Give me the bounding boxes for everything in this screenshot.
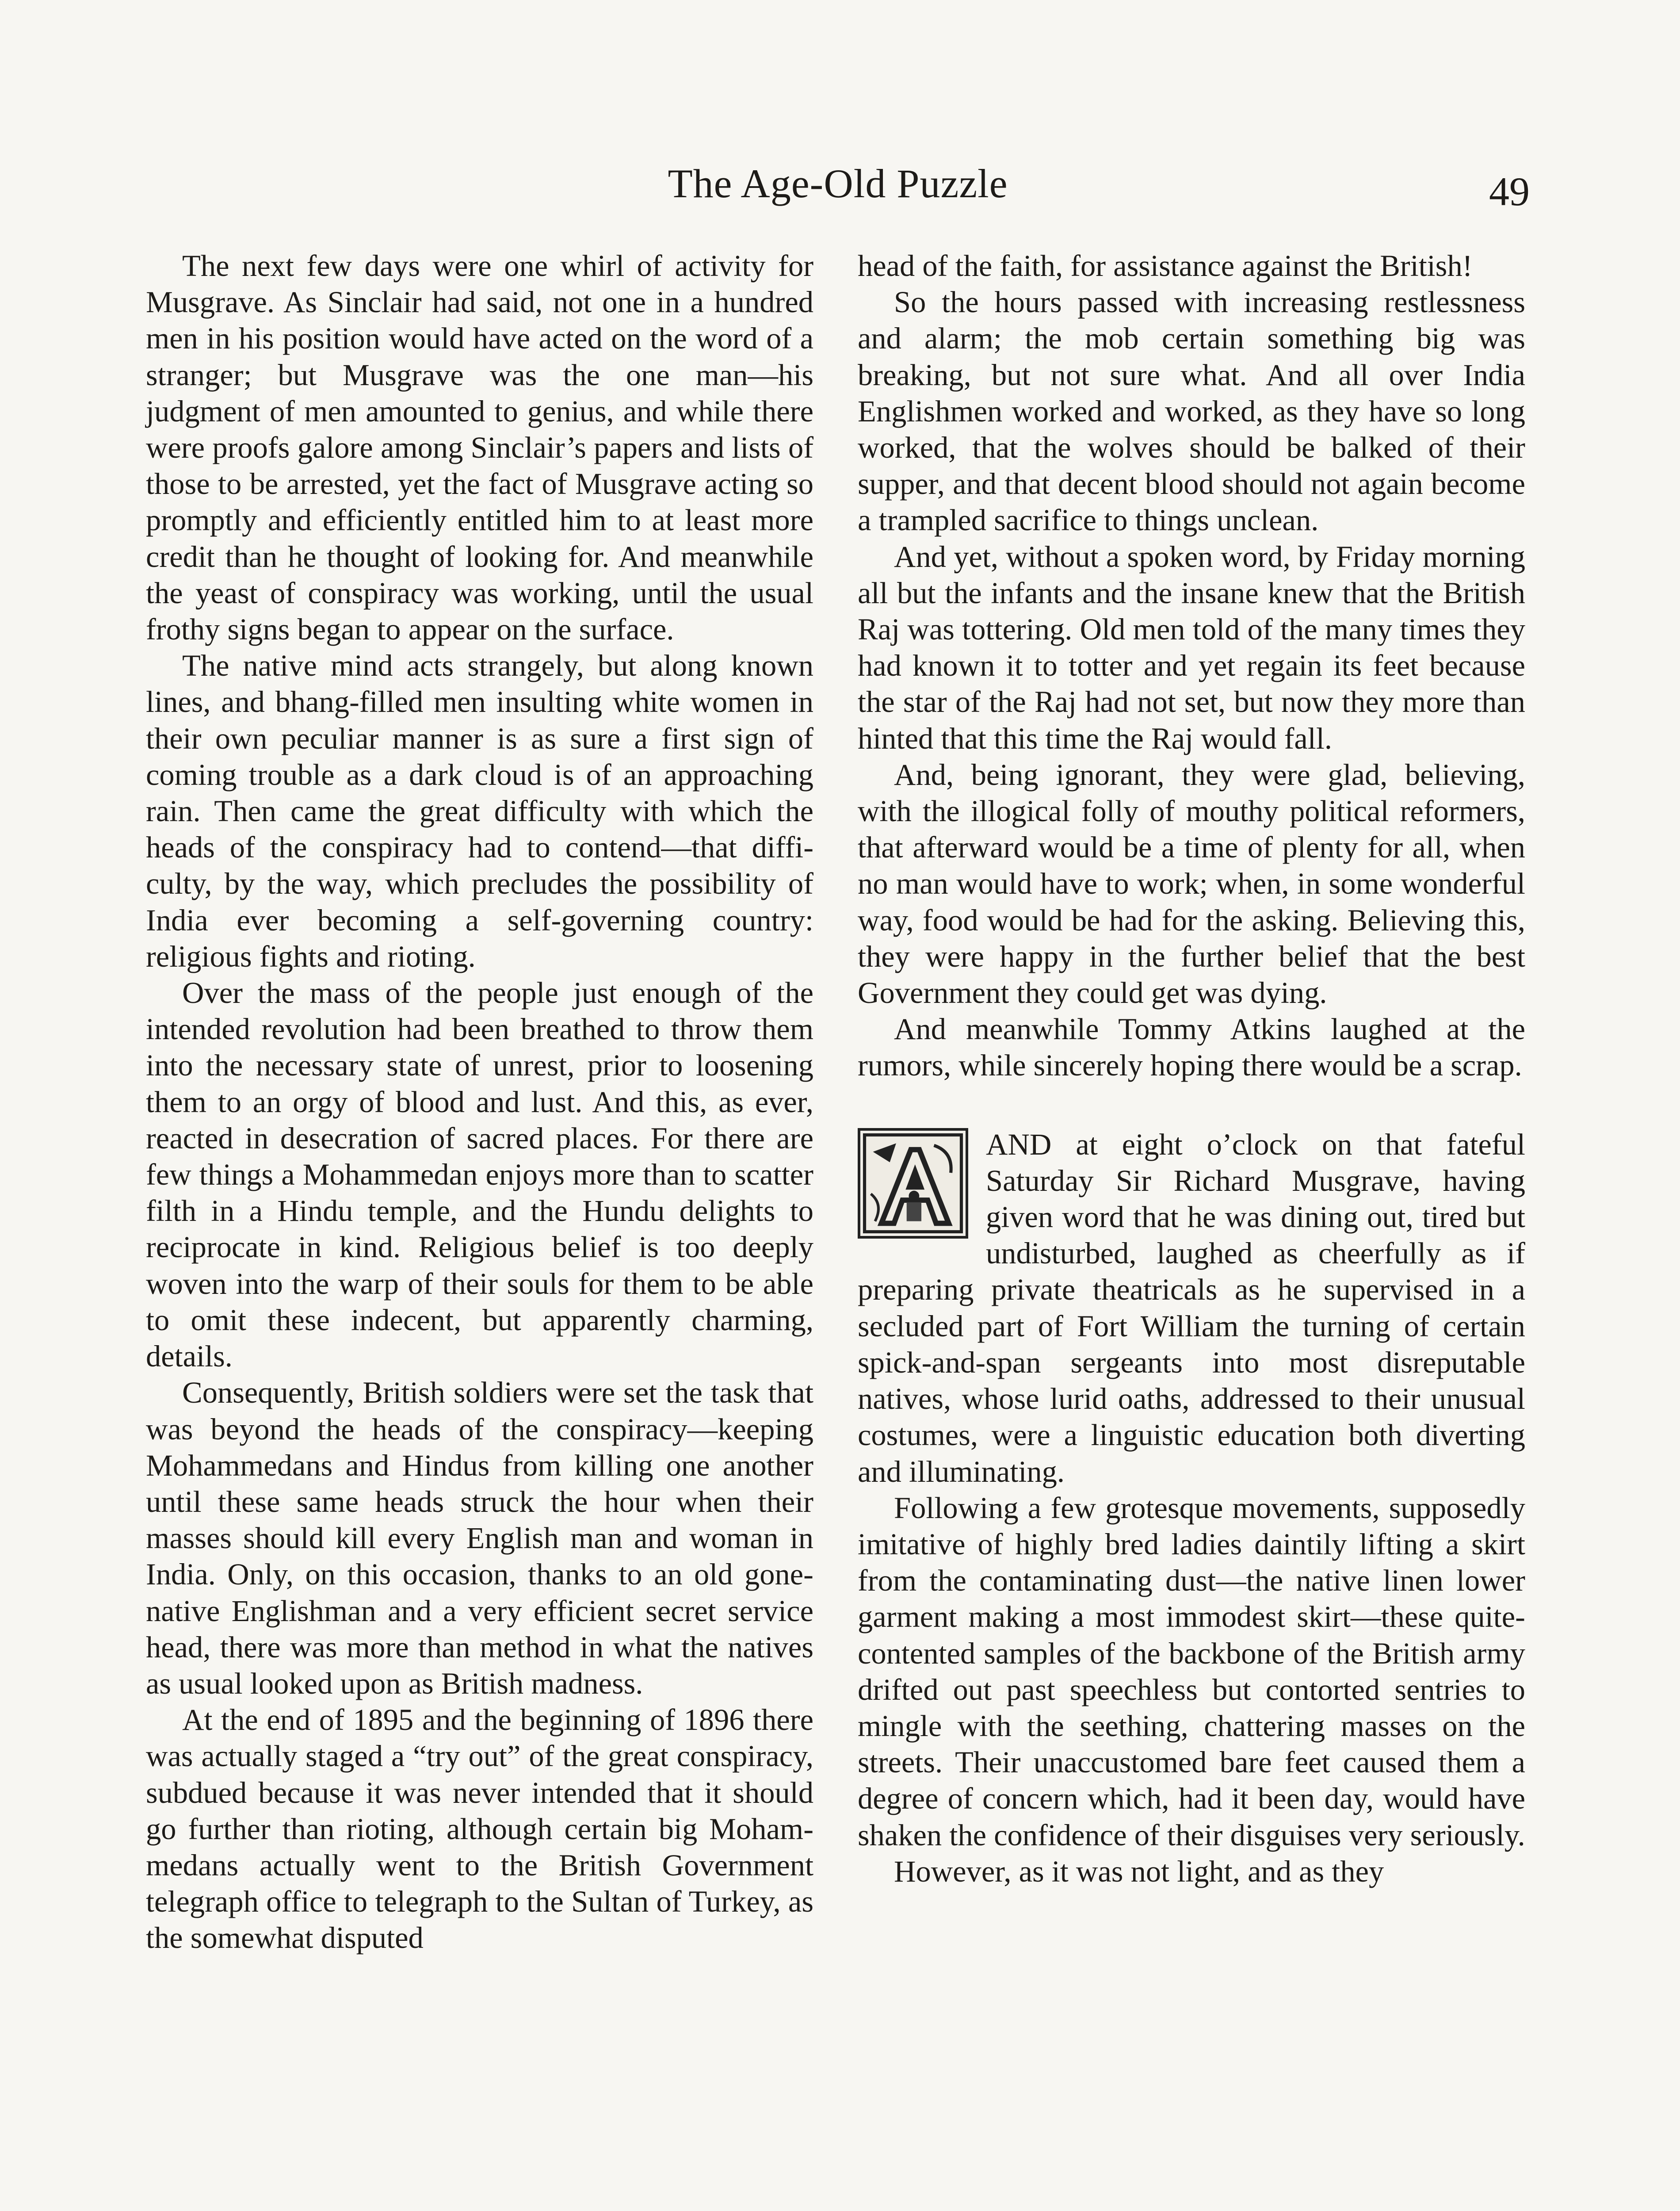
paragraph-continuation: head of the faith, for assistance against the British! bbox=[858, 249, 1473, 283]
page-number: 49 bbox=[1489, 169, 1530, 214]
ornamental-initial-icon bbox=[858, 1128, 968, 1239]
running-head bbox=[146, 159, 1530, 212]
paragraph: Over the mass of the people just enough of the intended revolution had been breathed to throw them into the necessary state of unrest, prior to loosening them to an orgy of blood and lust. And this, as ever, reacted in desecration of sacred places. For there are few things a Mohammedan enjoys more than to scatter filth in a Hindu temple, and the Hundu delights to reciprocate in kind. Religious belief is too deeply woven into the warp of their souls for them to be able to omit these indecent, but apparently charming, details. bbox=[146, 976, 813, 1373]
dropcap-paragraph-text: ND at eight o’clock on that fateful Saturday Sir Richard Musgrave, having given word that he was dining out, tired but undisturbed, laughed as cheerfully as if preparing private theatricals as he supervised in a secluded part of Fort William the turning of certain spick-and-span sergeants into most disreputable natives, whose lurid oaths, addressed to their unusual costumes, were a linguistic education both diverting and illuminating. bbox=[858, 1127, 1525, 1488]
paragraph: And, being ignorant, they were glad, believing, with the illogical folly of mouthy political reformers, that afterward would be a time of plenty for all, when no man would have to work; when, in some wonderful way, food would be had for the asking. Believing this, they were happy in the further belief that the best Government they could get was dying. bbox=[858, 757, 1525, 1010]
right-column bbox=[858, 248, 1525, 1890]
paragraph: Consequently, British soldiers were set the task that was beyond the heads of the conspiracy—keeping Mohammedans and Hindus from killing one another until these same heads struck the hour when their masses should kill every English man and woman in India. Only, on this occasion, thanks to an old gone-native Englishman and a very efficient secret service head, there was more than method in what the natives as usual looked upon as British madness. bbox=[146, 1376, 813, 1700]
page-title: The Age-Old Puzzle bbox=[668, 161, 1008, 206]
dropcap-letter: A bbox=[986, 1127, 1008, 1161]
left-column bbox=[146, 248, 813, 1956]
paragraph: Following a few grotesque movements, supposedly imitative of highly bred ladies daintily lifting a skirt from the contaminating dust—the native linen lower garment making a most immodest skirt—these quite-contented samples of the backbone of the British army drifted out past speechless but contorted sentries to mingle with the seething, chattering masses on the streets. Their unaccustomed bare feet caused them a degree of concern which, had it been day, would have shaken the confidence of their disguises very seriously. bbox=[858, 1491, 1525, 1852]
paragraph: At the end of 1895 and the beginning of 1896 there was actually staged a “try out” of the great conspiracy, subdued because it was never intended that it should go further than rioting, although certain big Mohammedans actually went to the British Government telegraph office to telegraph to the Sultan of Turkey, as the somewhat disputed bbox=[146, 1703, 813, 1955]
dropcap-paragraph bbox=[858, 1126, 1525, 1490]
paragraph: So the hours passed with increasing restlessness and alarm; the mob certain something big was breaking, but not sure what. And all over India Englishmen worked and worked, as they have so long worked, that the wolves should be balked of their supper, and that decent blood should not again become a trampled sacrifice to things unclean. bbox=[858, 285, 1525, 537]
paragraph: The next few days were one whirl of activity for Musgrave. As Sinclair had said, not one in a hundred men in his position would have acted on the word of a stranger; but Musgrave was the one man—his judgment of men amounted to genius, and while there were proofs galore among Sinclair’s papers and lists of those to be arrested, yet the fact of Musgrave acting so promptly and efficiently entitled him to at least more credit than he thought of looking for. And meanwhile the yeast of conspiracy was working, until the usual frothy signs began to appear on the surface. bbox=[146, 249, 813, 646]
dropcap-letter-a-icon bbox=[860, 1131, 966, 1236]
paragraph: However, as it was not light, and as they bbox=[894, 1854, 1384, 1888]
paragraph: And meanwhile Tommy Atkins laughed at the rumors, while sincerely hoping there would be a scrap. bbox=[858, 1012, 1525, 1083]
paragraph: And yet, without a spoken word, by Friday morning all but the infants and the insane knew that the British Raj was tottering. Old men told of the many times they had known it to totter and yet regain its feet because the star of the Raj had not set, but now they more than hinted that this time the Raj would fall. bbox=[858, 539, 1525, 755]
paragraph: The native mind acts strangely, but along known lines, and bhang-filled men insulting white women in their own peculiar manner is as sure a first sign of coming trouble as a dark cloud is of an approaching rain. Then came the great difficulty with which the heads of the conspiracy had to contend—that difficulty, by the way, which precludes the possibility of India ever becoming a self-governing country: religious fights and rioting. bbox=[146, 649, 813, 973]
